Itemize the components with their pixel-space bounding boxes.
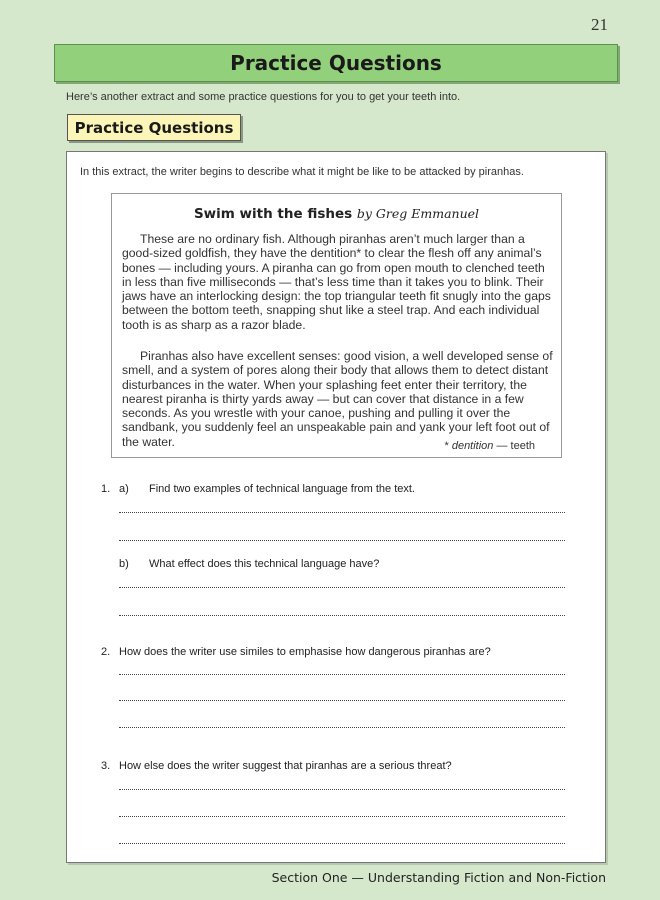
page-number: 21	[591, 15, 608, 34]
question-number: 3.	[101, 760, 111, 772]
answer-line[interactable]	[119, 843, 565, 844]
answer-line[interactable]	[119, 540, 565, 541]
question-text: How does the writer use similes to emphasise how dangerous piranhas are?	[119, 646, 491, 658]
question-part-label: b)	[119, 558, 129, 570]
footnote-star: *	[444, 440, 452, 452]
practice-box	[66, 151, 606, 863]
answer-line[interactable]	[119, 512, 565, 513]
extract-author: by Greg Emmanuel	[356, 206, 480, 221]
answer-line[interactable]	[119, 700, 565, 701]
page-title: Practice Questions	[54, 44, 618, 82]
extract-intro: In this extract, the writer begins to describe what it might be like to be attacked by piranhas.	[80, 166, 524, 178]
footnote-term: dentition	[451, 440, 494, 452]
footnote-definition: — teeth	[493, 440, 535, 452]
question-part-label: a)	[119, 483, 129, 495]
answer-line[interactable]	[119, 587, 565, 588]
extract-paragraph	[122, 232, 553, 332]
answer-line[interactable]	[119, 674, 565, 675]
question-text: Find two examples of technical language from the text.	[149, 483, 415, 495]
footnote	[444, 440, 535, 452]
question-number: 1.	[101, 483, 111, 495]
intro-text: Here’s another extract and some practice questions for you to get your teeth into.	[66, 91, 461, 103]
question-text: What effect does this technical language have?	[149, 558, 380, 570]
extract-title-text: Swim with the fishes	[193, 206, 353, 222]
paragraph-text: These are no ordinary fish. Although piranhas aren’t much larger than a good-sized goldfish, they have the dentition* to clear the flesh off any animal’s bones — including yours. A piranha can go from open mouth to clenched teeth in less than five milliseconds — that’s less time than it takes you to blink. Their jaws have an interlocking design: the top triangular teeth fit snugly into the gaps between the bottom teeth, snapping shut like a steel trap. And each individual tooth is as sharp as a razor blade.	[122, 232, 551, 332]
answer-line[interactable]	[119, 816, 565, 817]
question-text: How else does the writer suggest that piranhas are a serious threat?	[119, 760, 452, 772]
section-footer: Section One — Understanding Fiction and Non-Fiction	[271, 870, 606, 885]
extract-box	[111, 193, 562, 458]
question-number: 2.	[101, 646, 111, 658]
paragraph-text: Piranhas also have excellent senses: good vision, a well developed sense of smell, and a system of pores along their body that allows them to detect distant disturbances in the water. When your splashing feet enter their territory, the nearest piranha is thirty yards away — but can cover that distance in a few seconds. As you wrestle with your canoe, pushing and pulling it over the sandbank, you suddenly feel an unspeakable pain and yank your left foot out of the water.	[122, 349, 553, 449]
answer-line[interactable]	[119, 615, 565, 616]
answer-line[interactable]	[119, 789, 565, 790]
extract-title	[112, 206, 561, 222]
section-heading: Practice Questions	[67, 114, 241, 141]
answer-line[interactable]	[119, 727, 565, 728]
extract-paragraph	[122, 349, 553, 449]
